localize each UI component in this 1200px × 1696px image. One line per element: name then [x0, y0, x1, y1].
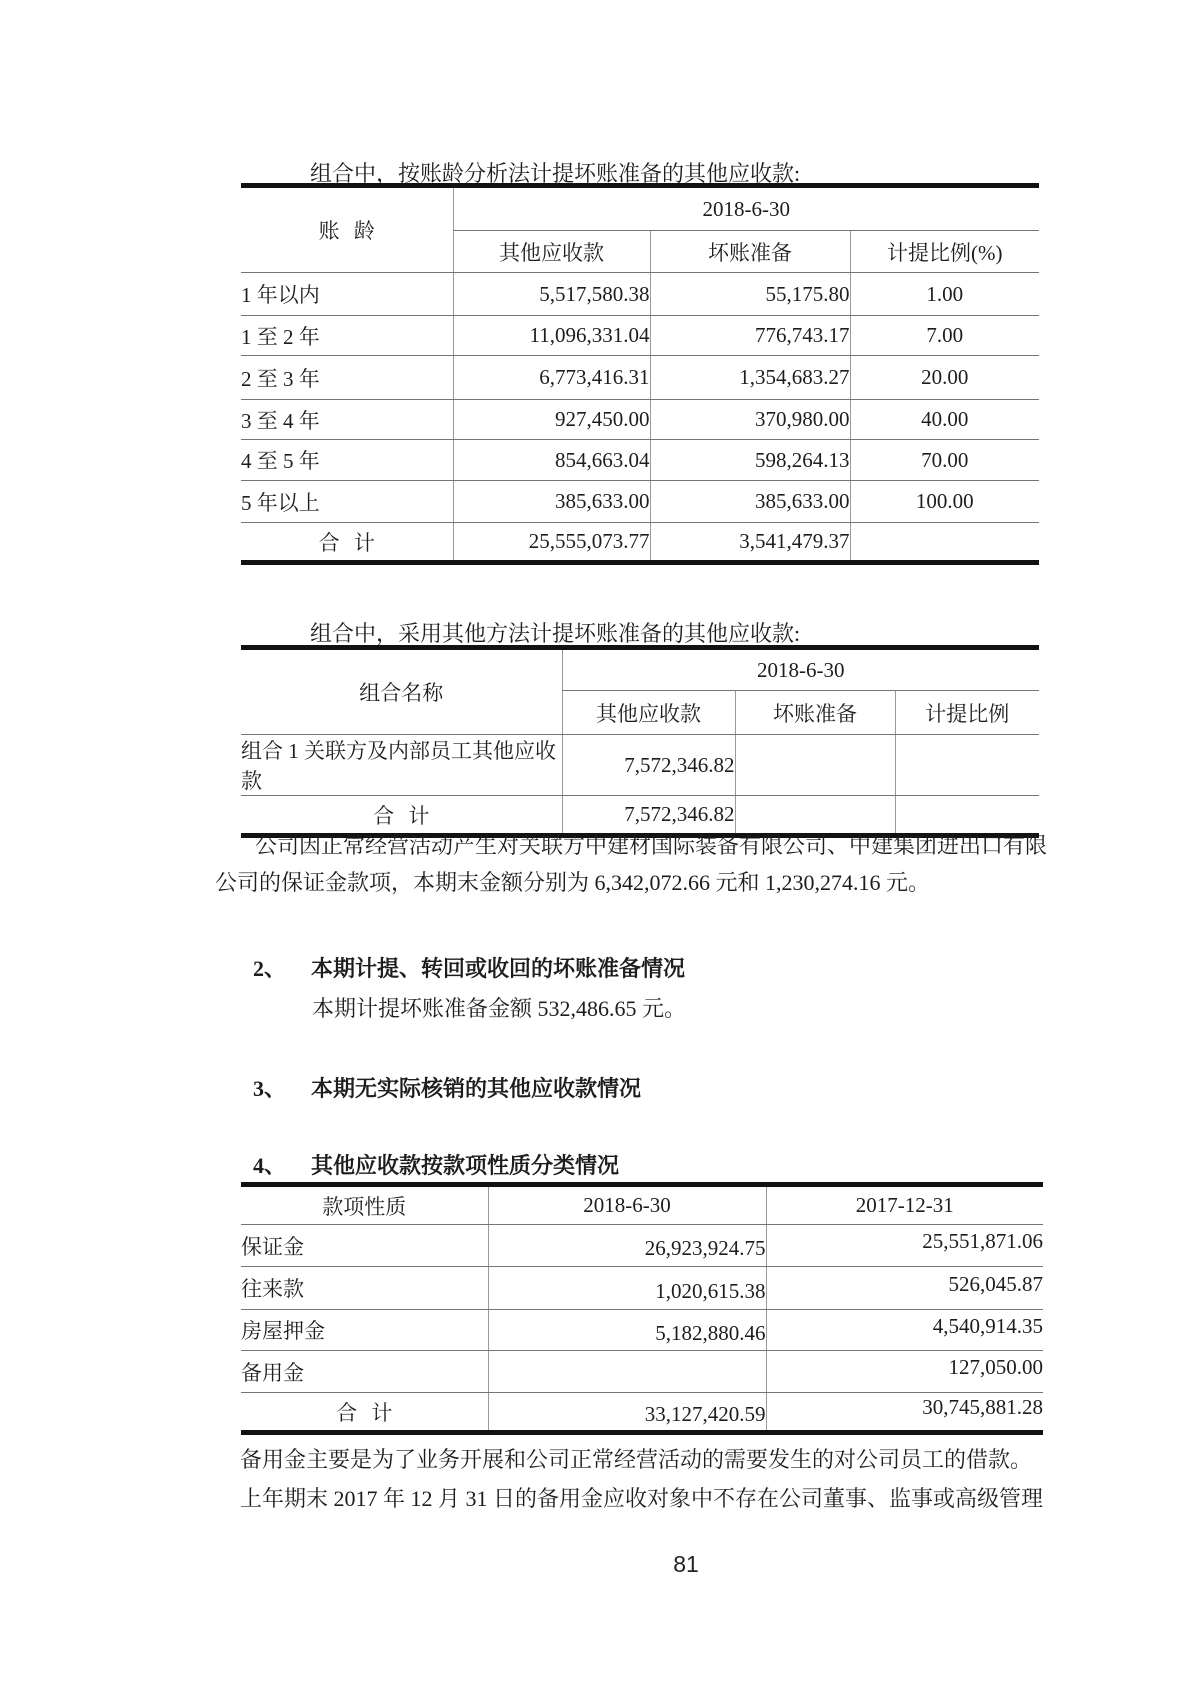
section-2-heading: [253, 952, 685, 983]
aging-row-label: 1 至 2 年: [241, 316, 453, 356]
nature-2017-cell: [766, 1351, 1043, 1393]
table-row: [241, 735, 1039, 796]
paragraph-line: 公司因正常经营活动产生对关联方中建材国际装备有限公司、中建集团进出口有限: [255, 833, 1048, 858]
aging-subheader-baddebt: 坏账准备: [650, 231, 850, 273]
paragraph-line: 公司的保证金款项，本期末金额分别为 6,342,072.66 元和 1,230,274.16 元。: [215, 870, 931, 895]
nature-2017-cell: [766, 1310, 1043, 1351]
nature-header-2018: 2018-6-30: [488, 1185, 766, 1225]
nature-2017-cell: [766, 1267, 1043, 1310]
nature-total-label: 合 计: [336, 1400, 393, 1425]
nature-row-label: 保证金: [241, 1225, 488, 1267]
aging-subheader-ratio: 计提比例(%): [850, 231, 1039, 273]
nature-classification-table: [241, 1182, 1043, 1435]
cell-value: 127,050.00: [948, 1355, 1043, 1379]
portfolio-row-label: 组合 1 关联方及内部员工其他应收款: [241, 735, 562, 796]
table-total-row: [241, 523, 1039, 563]
aging-row-label: 1 年以内: [241, 273, 453, 316]
section-2-title: 本期计提、转回或收回的坏账准备情况: [311, 956, 686, 981]
table-total-row: [241, 1393, 1043, 1433]
section-4-title: 其他应收款按款项性质分类情况: [311, 1153, 620, 1178]
nature-header-label: 款项性质: [241, 1185, 488, 1225]
aging-receivable-cell: 854,663.04: [453, 440, 650, 481]
section-3-heading: [253, 1072, 641, 1103]
aging-receivable-cell: 927,450.00: [453, 400, 650, 440]
aging-ratio-cell: 70.00: [850, 440, 1039, 481]
table-row: [241, 400, 1039, 440]
other-method-table: [241, 645, 1039, 838]
aging-ratio-cell: 20.00: [850, 356, 1039, 400]
page-number: 81: [673, 1551, 699, 1577]
table-row: [241, 316, 1039, 356]
aging-total-label: 合 计: [318, 530, 375, 555]
aging-total-receivable: 25,555,073.77: [453, 523, 650, 563]
aging-row-label: 4 至 5 年: [241, 440, 453, 481]
cell-value: 25,551,871.06: [922, 1229, 1043, 1253]
table-row: [241, 1310, 1043, 1351]
nature-total-2017: [766, 1393, 1043, 1433]
nature-row-label: 往来款: [241, 1267, 488, 1310]
aging-receivable-cell: 6,773,416.31: [453, 356, 650, 400]
nature-header-2017: 2017-12-31: [766, 1185, 1043, 1225]
cell-value: 1,020,615.38: [655, 1278, 766, 1303]
nature-total-2018: [488, 1393, 766, 1433]
cell-value: 30,745,881.28: [922, 1395, 1043, 1419]
aging-baddebt-cell: 598,264.13: [650, 440, 850, 481]
nature-2018-cell: [488, 1310, 766, 1351]
section-3-number: 3、: [253, 1076, 287, 1101]
aging-receivable-cell: 385,633.00: [453, 481, 650, 523]
table-row: [241, 440, 1039, 481]
cell-value: 4,540,914.35: [932, 1313, 1043, 1338]
other-method-table-title: 组合中，采用其他方法计提坏账准备的其他应收款:: [310, 621, 801, 646]
portfolio-subheader-receivable: 其他应收款: [562, 691, 735, 735]
provision-note: 本期计提坏账准备金额 532,486.65 元。: [312, 996, 687, 1021]
cell-value: 33,127,420.59: [644, 1402, 766, 1426]
section-3-title: 本期无实际核销的其他应收款情况: [311, 1076, 642, 1101]
table-row: [241, 1267, 1043, 1310]
aging-row-label: 5 年以上: [241, 481, 453, 523]
nature-row-label: 房屋押金: [241, 1310, 488, 1351]
aging-total-ratio: [850, 523, 1039, 563]
nature-2018-cell: [488, 1351, 766, 1393]
aging-baddebt-cell: 1,354,683.27: [650, 356, 850, 400]
table-row: [241, 481, 1039, 523]
aging-ratio-cell: 7.00: [850, 316, 1039, 356]
portfolio-total-label: 合 计: [373, 803, 430, 828]
portfolio-subheader-ratio: 计提比例: [895, 691, 1039, 735]
nature-2017-cell: [766, 1225, 1043, 1267]
aging-header-row-label: 账 龄: [241, 186, 453, 273]
portfolio-receivable-cell: 7,572,346.82: [562, 735, 735, 796]
aging-subheader-receivable: 其他应收款: [453, 231, 650, 273]
cell-value: 5,182,880.46: [655, 1320, 766, 1345]
aging-ratio-cell: 40.00: [850, 400, 1039, 440]
guarantee-paragraph: [215, 827, 1047, 901]
aging-receivable-cell: 5,517,580.38: [453, 273, 650, 316]
aging-analysis-table: [241, 183, 1039, 565]
aging-ratio-cell: 100.00: [850, 481, 1039, 523]
paragraph-line: 上年期末 2017 年 12 月 31 日的备用金应收对象中不存在公司董事、监事或高级管理: [240, 1486, 1044, 1511]
aging-row-label: 2 至 3 年: [241, 356, 453, 400]
reserve-note-paragraph: [240, 1440, 1043, 1518]
aging-row-label: 3 至 4 年: [241, 400, 453, 440]
section-4-number: 4、: [253, 1153, 287, 1178]
aging-receivable-cell: 11,096,331.04: [453, 316, 650, 356]
aging-ratio-cell: 1.00: [850, 273, 1039, 316]
cell-value: 526,045.87: [948, 1271, 1043, 1296]
aging-baddebt-cell: 370,980.00: [650, 400, 850, 440]
aging-total-baddebt: 3,541,479.37: [650, 523, 850, 563]
section-4-heading: [253, 1149, 619, 1180]
aging-header-date: 2018-6-30: [453, 186, 1039, 231]
portfolio-total-receivable: 7,572,346.82: [562, 796, 735, 836]
cell-value: 26,923,924.75: [644, 1236, 766, 1260]
section-2-number: 2、: [253, 956, 287, 981]
nature-row-label: 备用金: [241, 1351, 488, 1393]
aging-table-title: 组合中，按账龄分析法计提坏账准备的其他应收款:: [310, 161, 801, 186]
aging-baddebt-cell: 55,175.80: [650, 273, 850, 316]
portfolio-baddebt-cell: [735, 735, 895, 796]
table-row: [241, 273, 1039, 316]
table-row: [241, 1225, 1043, 1267]
aging-baddebt-cell: 776,743.17: [650, 316, 850, 356]
table-row: [241, 356, 1039, 400]
portfolio-header-row-label: 组合名称: [241, 648, 562, 735]
nature-2018-cell: [488, 1225, 766, 1267]
paragraph-line: 备用金主要是为了业务开展和公司正常经营活动的需要发生的对公司员工的借款。: [240, 1447, 1033, 1472]
aging-baddebt-cell: 385,633.00: [650, 481, 850, 523]
nature-2018-cell: [488, 1267, 766, 1310]
portfolio-header-date: 2018-6-30: [562, 648, 1039, 691]
table-row: [241, 1351, 1043, 1393]
portfolio-subheader-baddebt: 坏账准备: [735, 691, 895, 735]
portfolio-ratio-cell: [895, 735, 1039, 796]
